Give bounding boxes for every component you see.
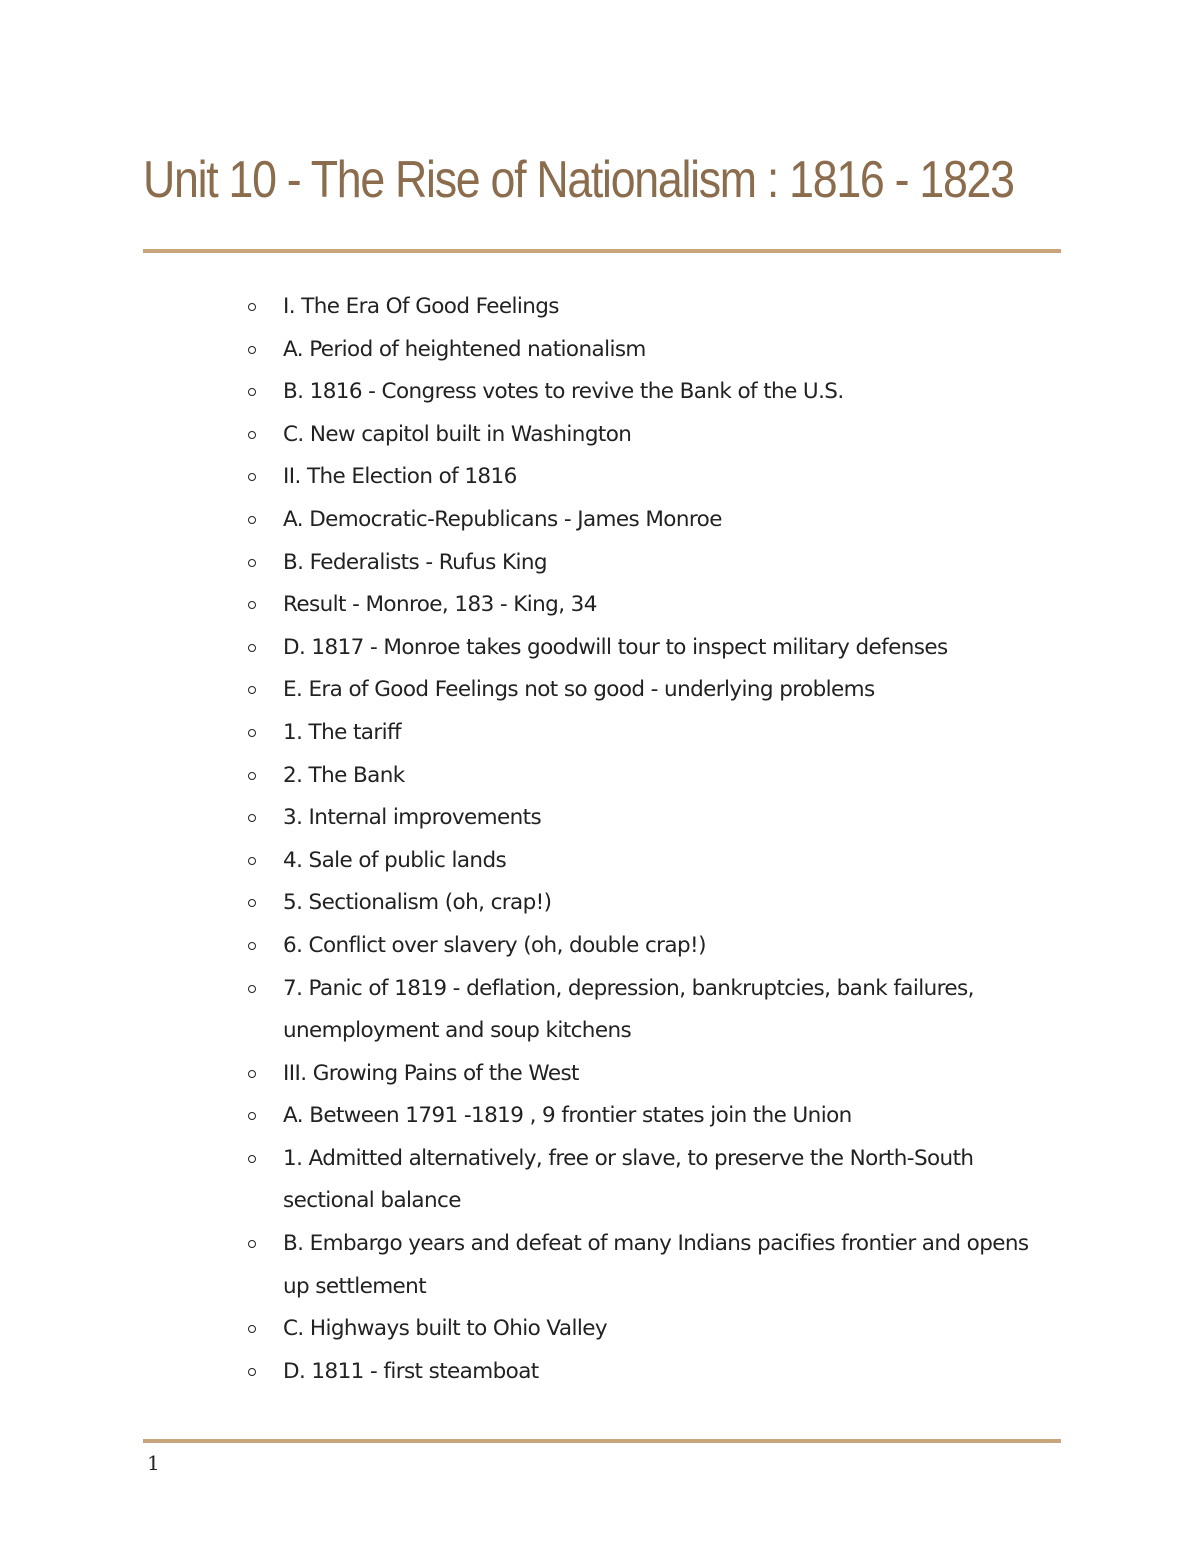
hollow-circle-bullet-icon bbox=[248, 346, 256, 354]
outline-item-text: B. 1816 - Congress votes to revive the Bank of the U.S. bbox=[283, 379, 844, 405]
outline-item-text: D. 1817 - Monroe takes goodwill tour to inspect military defenses bbox=[283, 634, 948, 660]
outline-item bbox=[0, 1095, 1043, 1138]
hollow-circle-bullet-icon bbox=[248, 1368, 256, 1376]
hollow-circle-bullet-icon bbox=[248, 388, 256, 396]
hollow-circle-bullet-icon bbox=[248, 601, 256, 609]
outline-item-text: I. The Era Of Good Feelings bbox=[283, 294, 559, 319]
outline-item-text: E. Era of Good Feelings not so good - underlying problems bbox=[283, 677, 875, 703]
hollow-circle-bullet-icon bbox=[248, 431, 256, 439]
hollow-circle-bullet-icon bbox=[248, 985, 256, 993]
hollow-circle-bullet-icon bbox=[248, 1112, 256, 1120]
hollow-circle-bullet-icon bbox=[248, 857, 256, 865]
outline-item-text: B. Federalists - Rufus King bbox=[283, 549, 547, 575]
title-divider bbox=[143, 249, 1061, 253]
hollow-circle-bullet-icon bbox=[248, 1155, 256, 1163]
outline-item bbox=[0, 456, 1043, 499]
hollow-circle-bullet-icon bbox=[248, 942, 256, 950]
outline-item-text: 2. The Bank bbox=[283, 762, 405, 788]
outline-item-text: A. Democratic-Republicans - James Monroe bbox=[283, 506, 722, 532]
hollow-circle-bullet-icon bbox=[248, 899, 256, 907]
hollow-circle-bullet-icon bbox=[248, 772, 256, 780]
outline-item bbox=[0, 329, 1043, 372]
outline-item-text: Result - Monroe, 183 - King, 34 bbox=[283, 592, 597, 618]
hollow-circle-bullet-icon bbox=[248, 1325, 256, 1333]
outline-item bbox=[0, 669, 1043, 712]
outline-item-text: 1. Admitted alternatively, free or slave, to preserve the North-South sectional balance bbox=[283, 1145, 974, 1214]
outline-item-text: 6. Conflict over slavery (oh, double crap!) bbox=[283, 932, 706, 958]
outline-item bbox=[0, 371, 1043, 414]
outline-item-text: 1. The tariff bbox=[283, 719, 401, 745]
outline-item-text: 7. Panic of 1819 - deflation, depression, bankruptcies, bank failures, unemployment and soup kitchens bbox=[283, 975, 974, 1044]
outline-item-text: A. Between 1791 -1819 , 9 frontier states join the Union bbox=[283, 1103, 852, 1129]
outline-item-text: C. New capitol built in Washington bbox=[283, 421, 632, 447]
outline-item-text: 3. Internal improvements bbox=[283, 805, 542, 831]
outline-item bbox=[0, 1138, 1043, 1223]
outline-item bbox=[0, 797, 1043, 840]
hollow-circle-bullet-icon bbox=[248, 1070, 256, 1078]
outline-item bbox=[0, 584, 1043, 627]
hollow-circle-bullet-icon bbox=[248, 644, 256, 652]
hollow-circle-bullet-icon bbox=[248, 559, 256, 567]
outline-item-text: 5. Sectionalism (oh, crap!) bbox=[283, 890, 552, 916]
outline-item bbox=[0, 1308, 1043, 1351]
outline-item-text: C. Highways built to Ohio Valley bbox=[283, 1316, 607, 1342]
outline-item bbox=[0, 1223, 1043, 1308]
outline-item bbox=[0, 542, 1043, 585]
hollow-circle-bullet-icon bbox=[248, 686, 256, 694]
outline-item-text: III. Growing Pains of the West bbox=[283, 1060, 579, 1086]
outline-item bbox=[0, 1053, 1043, 1096]
outline-item-text: II. The Election of 1816 bbox=[283, 464, 517, 490]
outline-list bbox=[0, 286, 1043, 1393]
outline-item-text: 4. Sale of public lands bbox=[283, 847, 507, 873]
hollow-circle-bullet-icon bbox=[248, 473, 256, 481]
page-title: Unit 10 - The Rise of Nationalism : 1816 - 1823 bbox=[143, 151, 1014, 209]
outline-item bbox=[0, 627, 1043, 670]
outline-item bbox=[0, 882, 1043, 925]
outline-item bbox=[0, 712, 1043, 755]
hollow-circle-bullet-icon bbox=[248, 1240, 256, 1248]
page-number: 1 bbox=[147, 1451, 160, 1475]
outline-item bbox=[0, 925, 1043, 968]
footer-divider bbox=[143, 1439, 1061, 1443]
outline-item bbox=[0, 840, 1043, 883]
outline-item bbox=[0, 1351, 1043, 1394]
outline-item bbox=[0, 499, 1043, 542]
outline-item-text: D. 1811 - first steamboat bbox=[283, 1358, 539, 1384]
outline-item-text: A. Period of heightened nationalism bbox=[283, 336, 646, 362]
outline-item bbox=[0, 755, 1043, 798]
outline-item bbox=[0, 286, 1043, 329]
outline-item bbox=[0, 414, 1043, 457]
hollow-circle-bullet-icon bbox=[248, 814, 256, 822]
hollow-circle-bullet-icon bbox=[248, 729, 256, 737]
outline-item-text: B. Embargo years and defeat of many Indians pacifies frontier and opens up settlement bbox=[283, 1231, 1029, 1299]
hollow-circle-bullet-icon bbox=[248, 303, 256, 311]
hollow-circle-bullet-icon bbox=[248, 516, 256, 524]
outline-item bbox=[0, 968, 1043, 1053]
